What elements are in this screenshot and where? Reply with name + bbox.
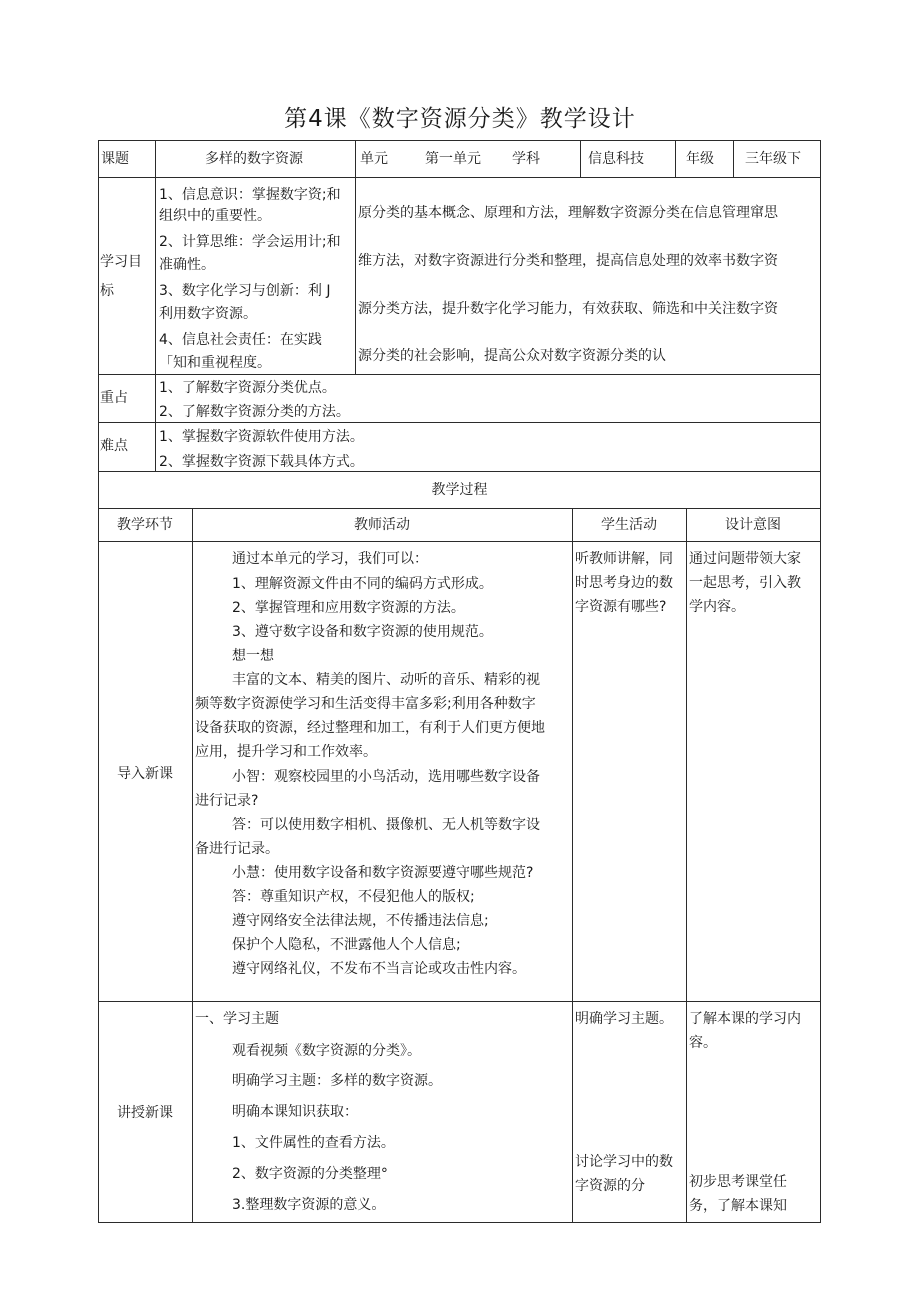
grid-line bbox=[572, 508, 573, 1223]
objective-line: 3、数字化学习与创新：利 J bbox=[159, 283, 331, 299]
header-design: 设计意图 bbox=[725, 517, 781, 533]
grid-line bbox=[98, 422, 821, 423]
header-teacher: 教师活动 bbox=[354, 517, 410, 533]
teacher-line: 想一想 bbox=[232, 648, 274, 664]
grid-line bbox=[98, 471, 821, 472]
key-points-label: 重占 bbox=[100, 390, 128, 406]
grid-line bbox=[733, 140, 734, 177]
grid-line bbox=[580, 140, 581, 177]
objective-line: 4、信息社会责任：在实践 bbox=[159, 332, 322, 348]
grade-label: 年级 bbox=[686, 151, 714, 167]
design-line: 务，了解本课知 bbox=[689, 1198, 787, 1214]
difficult-points-label: 难点 bbox=[100, 438, 128, 454]
objectives-label: 学习目 bbox=[100, 254, 142, 270]
objective-line: 利用数字资源。 bbox=[159, 306, 257, 322]
page-title: 第4课《数字资源分类》教学设计 bbox=[284, 106, 636, 132]
unit-value: 第一单元 bbox=[425, 151, 481, 167]
grid-line bbox=[355, 177, 356, 374]
objective-line: 2、计算思维：学会运用计;和 bbox=[159, 234, 341, 250]
teacher-line: 备进行记录。 bbox=[195, 841, 279, 857]
stage-lecture: 讲授新课 bbox=[117, 1105, 173, 1121]
teacher-line: 一、学习主题 bbox=[195, 1011, 279, 1027]
teacher-line: 1、理解资源文件由不同的编码方式形成。 bbox=[232, 576, 493, 592]
teacher-line: 小慧：使用数字设备和数字资源要遵守哪些规范? bbox=[232, 865, 534, 881]
difficult-point-item: 2、掌握数字资源下载具体方式。 bbox=[159, 454, 364, 470]
grid-line bbox=[98, 1001, 821, 1002]
unit-label: 单元 bbox=[360, 151, 388, 167]
teacher-line: 3.整理数字资源的意义。 bbox=[232, 1197, 386, 1213]
grid-line bbox=[98, 1222, 821, 1223]
student-line: 字资源有哪些? bbox=[575, 599, 667, 615]
objective-line: 组织中的重要性。 bbox=[159, 208, 271, 224]
teacher-line: 通过本单元的学习，我们可以： bbox=[232, 551, 428, 567]
objectives-label: 标 bbox=[100, 283, 114, 299]
teacher-line: 2、数字资源的分类整理° bbox=[232, 1166, 388, 1182]
grid-line bbox=[98, 140, 99, 1223]
grid-line bbox=[155, 140, 156, 177]
teacher-line: 丰富的文本、精美的图片、动听的音乐、精彩的视 bbox=[232, 672, 540, 688]
header-student: 学生活动 bbox=[601, 517, 657, 533]
objective-detail-line: 源分类的社会影响，提高公众对数字资源分类的认 bbox=[358, 348, 666, 364]
teacher-line: 明确学习主题：多样的数字资源。 bbox=[232, 1073, 442, 1089]
design-line: 学内容。 bbox=[689, 599, 745, 615]
design-line: 一起思考，引入教 bbox=[689, 575, 801, 591]
teacher-line: 答：可以使用数字相机、摄像机、无人机等数字设 bbox=[232, 817, 540, 833]
grade-value: 三年级下 bbox=[745, 151, 801, 167]
student-line: 讨论学习中的数 bbox=[575, 1154, 673, 1170]
teacher-line: 遵守网络礼仪，不发布不当言论或攻击性内容。 bbox=[232, 961, 526, 977]
objective-line: 1、信息意识：掌握数字资;和 bbox=[159, 187, 341, 203]
teacher-line: 小智：观察校园里的小鸟活动，选用哪些数字设备 bbox=[232, 769, 540, 785]
student-line: 明确学习主题。 bbox=[575, 1011, 673, 1027]
grid-line bbox=[155, 177, 156, 471]
teacher-line: 1、文件属性的查看方法。 bbox=[232, 1135, 395, 1151]
key-point-item: 2、了解数字资源分类的方法。 bbox=[159, 404, 350, 420]
design-line: 容。 bbox=[689, 1035, 717, 1051]
design-line: 初步思考课堂任 bbox=[689, 1174, 787, 1190]
teacher-line: 设备获取的资源，经过整理和加工，有利于人们更方便地 bbox=[195, 720, 545, 736]
subject-label: 学科 bbox=[512, 151, 540, 167]
student-line: 字资源的分 bbox=[575, 1178, 645, 1194]
design-line: 通过问题带领大家 bbox=[689, 551, 801, 567]
objective-detail-line: 原分类的基本概念、原理和方法，理解数字资源分类在信息管理窜思 bbox=[358, 205, 778, 221]
key-point-item: 1、了解数字资源分类优点。 bbox=[159, 380, 336, 396]
subject-value: 信息科技 bbox=[588, 151, 644, 167]
grid-line bbox=[820, 140, 821, 1223]
teacher-line: 观看视频《数字资源的分类》。 bbox=[232, 1043, 421, 1059]
teacher-line: 进行记录? bbox=[195, 793, 259, 809]
teacher-line: 遵守网络安全法律法规，不传播违法信息; bbox=[232, 913, 489, 929]
objective-line: 准确性。 bbox=[159, 257, 215, 273]
student-line: 听教师讲解，同 bbox=[575, 551, 673, 567]
grid-line bbox=[98, 541, 821, 542]
teacher-line: 频等数字资源使学习和生活变得丰富多彩;利用各种数字 bbox=[195, 696, 536, 712]
grid-line bbox=[98, 374, 821, 375]
teacher-line: 应用，提升学习和工作效率。 bbox=[195, 744, 377, 760]
objective-detail-line: 源分类方法，提升数字化学习能力，有效获取、筛选和中关注数字资 bbox=[358, 301, 778, 317]
topic-label: 课题 bbox=[101, 151, 129, 167]
grid-line bbox=[98, 140, 821, 141]
objective-detail-line: 维方法，对数字资源进行分类和整理，提高信息处理的效率书数字资 bbox=[358, 253, 778, 269]
grid-line bbox=[98, 177, 821, 178]
difficult-point-item: 1、掌握数字资源软件使用方法。 bbox=[159, 429, 364, 445]
teacher-line: 3、遵守数字设备和数字资源的使用规范。 bbox=[232, 624, 493, 640]
stage-intro: 导入新课 bbox=[117, 766, 173, 782]
design-line: 了解本课的学习内 bbox=[689, 1011, 801, 1027]
topic-value: 多样的数字资源 bbox=[205, 151, 303, 167]
student-line: 时思考身边的数 bbox=[575, 575, 673, 591]
process-title: 教学过程 bbox=[431, 482, 488, 498]
header-stage: 教学环节 bbox=[117, 517, 173, 533]
grid-line bbox=[355, 140, 356, 177]
grid-line bbox=[675, 140, 676, 177]
teacher-line: 答：尊重知识产权，不侵犯他人的版权; bbox=[232, 889, 475, 905]
objective-line: 「知和重视程度。 bbox=[159, 355, 271, 371]
teacher-line: 2、掌握管理和应用数字资源的方法。 bbox=[232, 600, 465, 616]
grid-line bbox=[192, 508, 193, 1223]
grid-line bbox=[686, 508, 687, 1223]
grid-line bbox=[98, 508, 821, 509]
teacher-line: 明确本课知识获取： bbox=[232, 1104, 358, 1120]
teacher-line: 保护个人隐私，不泄露他人个人信息; bbox=[232, 937, 461, 953]
